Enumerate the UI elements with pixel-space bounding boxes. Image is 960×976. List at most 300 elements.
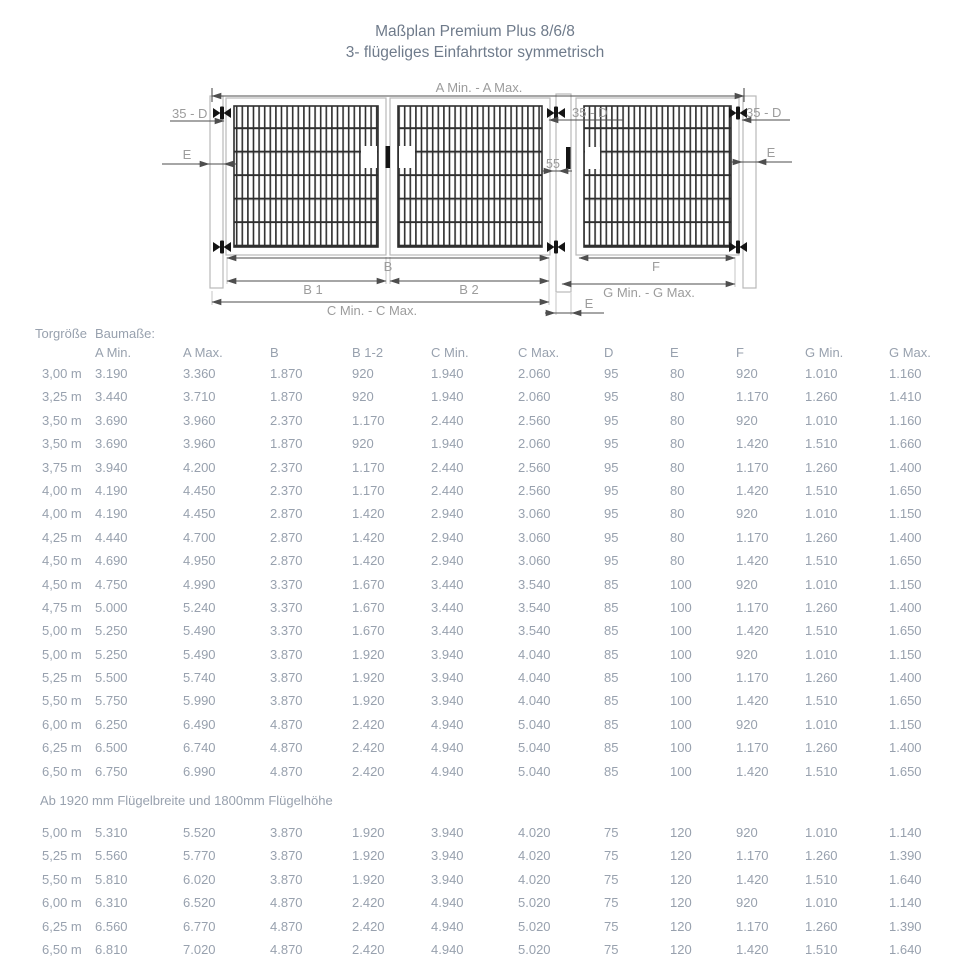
value-cell: 4.870 [270, 941, 303, 957]
value-cell: 3.940 [431, 848, 464, 864]
value-cell: 2.060 [518, 436, 551, 452]
value-cell: 85 [604, 763, 619, 779]
value-cell: 1.400 [889, 599, 922, 615]
value-cell: 80 [670, 482, 685, 498]
dim-c-label: C Min. - C Max. [326, 303, 418, 318]
value-cell: 1.650 [889, 763, 922, 779]
value-cell: 1.260 [805, 529, 838, 545]
value-cell: 120 [670, 848, 692, 864]
value-cell: 4.020 [518, 825, 551, 840]
value-cell: 2.870 [270, 553, 303, 569]
dim-g-label: G Min. - G Max. [603, 285, 695, 300]
value-cell: 920 [352, 389, 374, 405]
value-cell: 3.440 [431, 599, 464, 615]
value-cell: 4.040 [518, 693, 551, 709]
value-cell: 1.010 [805, 716, 838, 732]
value-cell: 5.490 [183, 646, 216, 662]
value-cell: 1.940 [431, 366, 464, 381]
table-row [0, 432, 960, 455]
value-cell: 3.440 [431, 576, 464, 592]
table-row [0, 868, 960, 891]
column-header: C Max. [518, 345, 560, 360]
size-cell: 3,50 m [42, 412, 82, 428]
column-header: B 1-2 [352, 345, 384, 360]
value-cell: 1.670 [352, 576, 385, 592]
value-cell: 920 [736, 716, 758, 732]
value-cell: 1.390 [889, 848, 922, 864]
value-cell: 1.140 [889, 895, 922, 911]
value-cell: 6.310 [95, 895, 128, 911]
value-cell: 5.040 [518, 740, 551, 756]
value-cell: 4.870 [270, 895, 303, 911]
value-cell: 1.510 [805, 871, 838, 887]
value-cell: 1.260 [805, 389, 838, 405]
value-cell: 1.510 [805, 553, 838, 569]
value-cell: 5.740 [183, 670, 216, 686]
value-cell: 3.870 [270, 693, 303, 709]
table-row [0, 938, 960, 961]
size-cell: 4,25 m [42, 529, 82, 545]
value-cell: 1.420 [736, 941, 769, 957]
value-cell: 80 [670, 529, 685, 545]
value-cell: 3.060 [518, 506, 551, 522]
size-cell: 6,50 m [42, 941, 82, 957]
value-cell: 1.170 [736, 918, 769, 934]
value-cell: 5.020 [518, 941, 551, 957]
value-cell: 85 [604, 623, 619, 639]
size-cell: 5,00 m [42, 623, 82, 639]
value-cell: 920 [736, 366, 758, 381]
size-cell: 5,00 m [42, 646, 82, 662]
size-cell: 6,00 m [42, 895, 82, 911]
value-cell: 1.410 [889, 389, 922, 405]
value-cell: 1.400 [889, 740, 922, 756]
value-cell: 80 [670, 553, 685, 569]
value-cell: 75 [604, 895, 619, 911]
value-cell: 1.170 [736, 740, 769, 756]
value-cell: 2.420 [352, 763, 385, 779]
value-cell: 2.370 [270, 459, 303, 475]
value-cell: 1.400 [889, 459, 922, 475]
value-cell: 3.940 [431, 646, 464, 662]
size-cell: 4,50 m [42, 553, 82, 569]
value-cell: 6.500 [95, 740, 128, 756]
value-cell: 4.940 [431, 895, 464, 911]
value-cell: 1.660 [889, 436, 922, 452]
value-cell: 75 [604, 871, 619, 887]
column-header: A Min. [95, 345, 132, 360]
column-header: B [270, 345, 279, 360]
value-cell: 4.450 [183, 506, 216, 522]
value-cell: 1.420 [352, 506, 385, 522]
value-cell: 1.640 [889, 941, 922, 957]
value-cell: 3.710 [183, 389, 216, 405]
value-cell: 1.260 [805, 459, 838, 475]
value-cell: 1.010 [805, 646, 838, 662]
value-cell: 920 [352, 436, 374, 452]
table-row [0, 689, 960, 712]
value-cell: 2.440 [431, 459, 464, 475]
value-cell: 920 [736, 576, 758, 592]
value-cell: 4.700 [183, 529, 216, 545]
value-cell: 1.420 [736, 763, 769, 779]
value-cell: 85 [604, 740, 619, 756]
dim-e-left-label: E [182, 147, 192, 162]
value-cell: 75 [604, 848, 619, 864]
column-header: C Min. [431, 345, 469, 360]
value-cell: 1.510 [805, 623, 838, 639]
table-header-group-row [0, 324, 960, 343]
value-cell: 5.750 [95, 693, 128, 709]
size-cell: 3,25 m [42, 389, 82, 405]
value-cell: 1.420 [736, 871, 769, 887]
value-cell: 4.940 [431, 918, 464, 934]
value-cell: 5.250 [95, 623, 128, 639]
value-cell: 95 [604, 459, 619, 475]
value-cell: 120 [670, 895, 692, 911]
dim-e-right-label: E [766, 145, 776, 160]
value-cell: 1.510 [805, 436, 838, 452]
value-cell: 1.920 [352, 693, 385, 709]
column-header: F [736, 345, 744, 360]
table-row [0, 385, 960, 408]
value-cell: 100 [670, 740, 692, 756]
dim-a-label: A Min. - A Max. [435, 80, 523, 95]
value-cell: 6.250 [95, 716, 128, 732]
dim-d-right-label: 35 - D [746, 105, 782, 120]
value-cell: 85 [604, 693, 619, 709]
value-cell: 95 [604, 436, 619, 452]
value-cell: 2.420 [352, 740, 385, 756]
value-cell: 1.670 [352, 599, 385, 615]
value-cell: 1.420 [352, 529, 385, 545]
value-cell: 6.740 [183, 740, 216, 756]
value-cell: 100 [670, 670, 692, 686]
value-cell: 920 [736, 825, 758, 840]
value-cell: 920 [352, 366, 374, 381]
dim-f-label: F [652, 259, 660, 274]
value-cell: 100 [670, 623, 692, 639]
value-cell: 1.010 [805, 412, 838, 428]
size-cell: 4,00 m [42, 506, 82, 522]
value-cell: 80 [670, 436, 685, 452]
value-cell: 1.940 [431, 389, 464, 405]
value-cell: 1.010 [805, 576, 838, 592]
value-cell: 1.920 [352, 646, 385, 662]
value-cell: 1.510 [805, 941, 838, 957]
size-cell: 3,00 m [42, 366, 82, 381]
value-cell: 2.420 [352, 918, 385, 934]
value-cell: 1.150 [889, 716, 922, 732]
value-cell: 1.920 [352, 825, 385, 840]
value-cell: 85 [604, 646, 619, 662]
value-cell: 4.940 [431, 740, 464, 756]
value-cell: 2.560 [518, 412, 551, 428]
value-cell: 2.440 [431, 412, 464, 428]
value-cell: 75 [604, 825, 619, 840]
size-cell: 4,00 m [42, 482, 82, 498]
value-cell: 85 [604, 599, 619, 615]
value-cell: 920 [736, 646, 758, 662]
table-row [0, 549, 960, 572]
value-cell: 1.670 [352, 623, 385, 639]
value-cell: 1.510 [805, 763, 838, 779]
value-cell: 80 [670, 389, 685, 405]
value-cell: 75 [604, 918, 619, 934]
value-cell: 85 [604, 670, 619, 686]
value-cell: 4.940 [431, 716, 464, 732]
table-header-row [0, 343, 960, 362]
value-cell: 1.920 [352, 871, 385, 887]
value-cell: 80 [670, 412, 685, 428]
value-cell: 1.260 [805, 740, 838, 756]
value-cell: 1.870 [270, 436, 303, 452]
table-row [0, 362, 960, 385]
value-cell: 1.160 [889, 412, 922, 428]
size-cell: 4,50 m [42, 576, 82, 592]
value-cell: 1.170 [736, 599, 769, 615]
value-cell: 5.000 [95, 599, 128, 615]
value-cell: 1.010 [805, 825, 838, 840]
value-cell: 120 [670, 825, 692, 840]
value-cell: 1.170 [736, 389, 769, 405]
table-section-note: Ab 1920 mm Flügelbreite und 1800mm Flügelhöhe [40, 793, 333, 808]
value-cell: 4.020 [518, 871, 551, 887]
value-cell: 920 [736, 895, 758, 911]
value-cell: 1.170 [352, 459, 385, 475]
value-cell: 5.810 [95, 871, 128, 887]
value-cell: 5.250 [95, 646, 128, 662]
value-cell: 1.390 [889, 918, 922, 934]
value-cell: 3.440 [431, 623, 464, 639]
value-cell: 3.960 [183, 412, 216, 428]
value-cell: 120 [670, 871, 692, 887]
value-cell: 3.940 [95, 459, 128, 475]
table-row [0, 479, 960, 502]
value-cell: 6.750 [95, 763, 128, 779]
value-cell: 1.150 [889, 576, 922, 592]
table-section-standard [0, 362, 960, 783]
value-cell: 100 [670, 716, 692, 732]
value-cell: 1.170 [352, 412, 385, 428]
value-cell: 1.420 [736, 693, 769, 709]
value-cell: 3.940 [431, 825, 464, 840]
value-cell: 6.020 [183, 871, 216, 887]
page-title-line1: Maßplan Premium Plus 8/6/8 [375, 23, 575, 40]
value-cell: 4.040 [518, 646, 551, 662]
size-cell: 6,50 m [42, 763, 82, 779]
size-cell: 5,50 m [42, 693, 82, 709]
value-cell: 4.950 [183, 553, 216, 569]
value-cell: 95 [604, 529, 619, 545]
value-cell: 2.870 [270, 506, 303, 522]
value-cell: 4.040 [518, 670, 551, 686]
value-cell: 4.870 [270, 740, 303, 756]
value-cell: 1.260 [805, 670, 838, 686]
value-cell: 1.420 [736, 482, 769, 498]
value-cell: 1.400 [889, 529, 922, 545]
dim-e-bottom-label: E [584, 296, 594, 311]
value-cell: 5.500 [95, 670, 128, 686]
value-cell: 1.940 [431, 436, 464, 452]
value-cell: 1.010 [805, 506, 838, 522]
value-cell: 1.010 [805, 895, 838, 911]
table-section-large-wings [0, 821, 960, 961]
value-cell: 2.370 [270, 412, 303, 428]
value-cell: 3.540 [518, 623, 551, 639]
table-row [0, 502, 960, 525]
dim-d-mid-label: 35 - D [572, 105, 608, 120]
value-cell: 120 [670, 918, 692, 934]
page-title-line2: 3- flügeliges Einfahrtstor symmetrisch [345, 44, 605, 61]
column-header: A Max. [183, 345, 223, 360]
value-cell: 3.440 [95, 389, 128, 405]
value-cell: 1.420 [352, 553, 385, 569]
value-cell: 1.150 [889, 506, 922, 522]
value-cell: 1.420 [736, 553, 769, 569]
value-cell: 2.440 [431, 482, 464, 498]
value-cell: 2.370 [270, 482, 303, 498]
table-row [0, 409, 960, 432]
value-cell: 3.870 [270, 670, 303, 686]
value-cell: 95 [604, 366, 619, 381]
value-cell: 1.170 [736, 529, 769, 545]
table-row [0, 713, 960, 736]
value-cell: 75 [604, 941, 619, 957]
value-cell: 1.650 [889, 693, 922, 709]
value-cell: 4.750 [95, 576, 128, 592]
value-cell: 1.510 [805, 693, 838, 709]
value-cell: 3.360 [183, 366, 216, 381]
value-cell: 1.140 [889, 825, 922, 840]
value-cell: 2.870 [270, 529, 303, 545]
size-cell: 6,00 m [42, 716, 82, 732]
column-header: G Min. [805, 345, 844, 360]
table-row [0, 526, 960, 549]
value-cell: 80 [670, 366, 685, 381]
value-cell: 3.870 [270, 825, 303, 840]
value-cell: 4.870 [270, 763, 303, 779]
value-cell: 6.770 [183, 918, 216, 934]
column-header: D [604, 345, 614, 360]
table-row [0, 666, 960, 689]
size-cell: 6,25 m [42, 740, 82, 756]
value-cell: 95 [604, 506, 619, 522]
value-cell: 4.690 [95, 553, 128, 569]
value-cell: 5.040 [518, 716, 551, 732]
value-cell: 1.650 [889, 482, 922, 498]
value-cell: 1.420 [736, 436, 769, 452]
value-cell: 95 [604, 553, 619, 569]
value-cell: 1.170 [736, 670, 769, 686]
value-cell: 1.920 [352, 848, 385, 864]
value-cell: 3.060 [518, 553, 551, 569]
value-cell: 4.940 [431, 763, 464, 779]
value-cell: 3.190 [95, 366, 128, 381]
value-cell: 5.310 [95, 825, 128, 840]
value-cell: 1.260 [805, 848, 838, 864]
value-cell: 4.190 [95, 482, 128, 498]
table-row [0, 760, 960, 783]
value-cell: 3.060 [518, 529, 551, 545]
value-cell: 85 [604, 716, 619, 732]
value-cell: 3.690 [95, 436, 128, 452]
size-cell: 5,25 m [42, 670, 82, 686]
size-cell: 6,25 m [42, 918, 82, 934]
value-cell: 4.870 [270, 716, 303, 732]
value-cell: 2.420 [352, 895, 385, 911]
size-cell: 4,75 m [42, 599, 82, 615]
value-cell: 85 [604, 576, 619, 592]
value-cell: 100 [670, 576, 692, 592]
value-cell: 6.810 [95, 941, 128, 957]
value-cell: 920 [736, 506, 758, 522]
table-row [0, 573, 960, 596]
dim-b1-label: B 1 [303, 282, 323, 297]
dim-b2-label: B 2 [459, 282, 479, 297]
value-cell: 100 [670, 599, 692, 615]
value-cell: 100 [670, 763, 692, 779]
value-cell: 3.690 [95, 412, 128, 428]
value-cell: 4.190 [95, 506, 128, 522]
value-cell: 1.510 [805, 482, 838, 498]
table-row [0, 456, 960, 479]
value-cell: 3.870 [270, 848, 303, 864]
table-row [0, 619, 960, 642]
value-cell: 4.870 [270, 918, 303, 934]
value-cell: 2.560 [518, 459, 551, 475]
value-cell: 1.010 [805, 366, 838, 381]
value-cell: 1.260 [805, 918, 838, 934]
dim-d-left-label: 35 - D [172, 106, 208, 121]
value-cell: 5.020 [518, 918, 551, 934]
value-cell: 3.870 [270, 646, 303, 662]
value-cell: 1.400 [889, 670, 922, 686]
dim-b-label: B [383, 259, 393, 274]
value-cell: 6.490 [183, 716, 216, 732]
value-cell: 1.650 [889, 553, 922, 569]
table-row [0, 844, 960, 867]
table-row [0, 821, 960, 844]
value-cell: 5.240 [183, 599, 216, 615]
value-cell: 3.540 [518, 576, 551, 592]
column-header: G Max. [889, 345, 931, 360]
value-cell: 1.170 [736, 459, 769, 475]
value-cell: 920 [736, 412, 758, 428]
value-cell: 80 [670, 506, 685, 522]
value-cell: 5.520 [183, 825, 216, 840]
value-cell: 5.770 [183, 848, 216, 864]
value-cell: 80 [670, 459, 685, 475]
value-cell: 3.370 [270, 599, 303, 615]
value-cell: 4.440 [95, 529, 128, 545]
value-cell: 95 [604, 389, 619, 405]
value-cell: 6.520 [183, 895, 216, 911]
value-cell: 3.940 [431, 693, 464, 709]
value-cell: 3.940 [431, 670, 464, 686]
table-row [0, 643, 960, 666]
value-cell: 1.920 [352, 670, 385, 686]
value-cell: 3.370 [270, 576, 303, 592]
size-cell: 3,75 m [42, 459, 82, 475]
value-cell: 5.040 [518, 763, 551, 779]
dim-55-label: 55 [546, 157, 560, 171]
value-cell: 1.640 [889, 871, 922, 887]
value-cell: 100 [670, 646, 692, 662]
value-cell: 7.020 [183, 941, 216, 957]
value-cell: 1.160 [889, 366, 922, 381]
torgroesse-header: Torgröße [35, 326, 88, 341]
